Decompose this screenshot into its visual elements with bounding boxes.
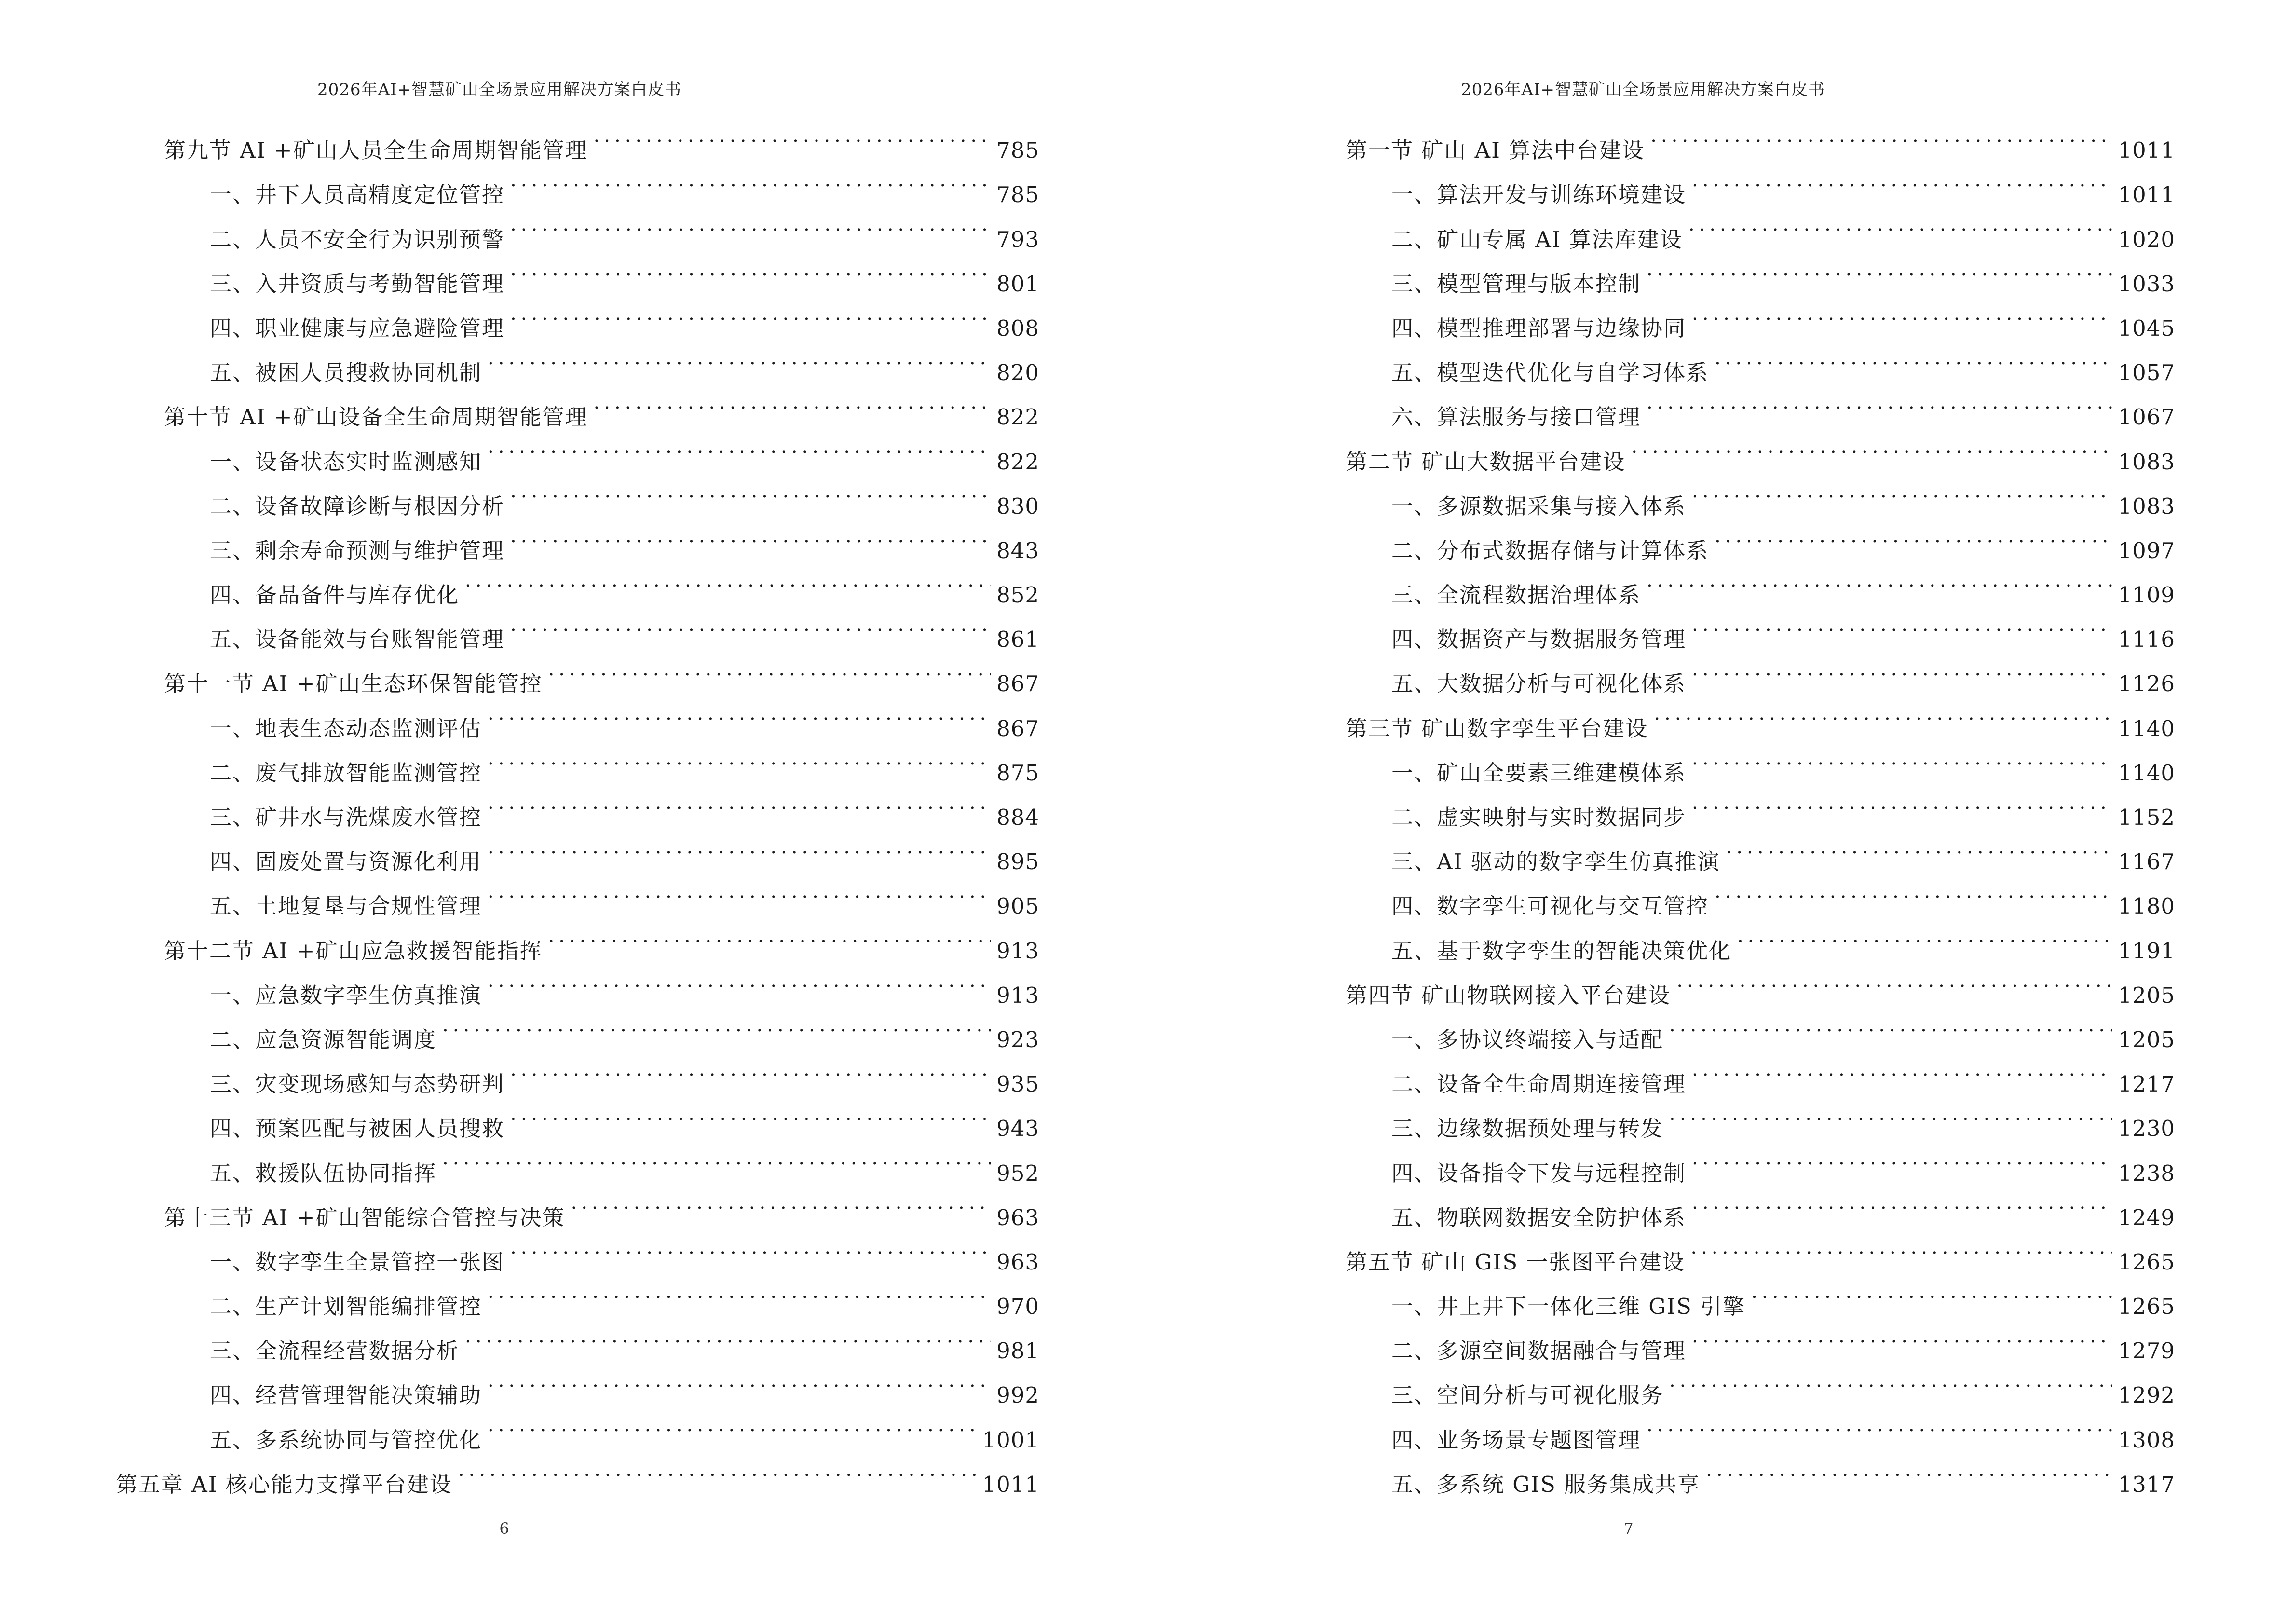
dot-leader (510, 514, 991, 558)
dot-leader (571, 1181, 991, 1225)
toc-entry-title: 三、边缘数据预处理与转发 (1391, 1116, 1664, 1142)
toc-entry-page: 793 (996, 226, 1039, 252)
toc-entry-page: 1308 (2118, 1427, 2175, 1453)
toc-entry-title: 二、生产计划智能编排管控 (210, 1294, 482, 1320)
toc-entry-page: 905 (996, 893, 1039, 919)
dot-leader (488, 825, 991, 869)
toc-entry-title: 三、剩余寿命预测与维护管理 (210, 537, 505, 563)
toc-entry-page: 1020 (2118, 226, 2175, 252)
toc-entry-title: 一、井上井下一体化三维 GIS 引擎 (1391, 1294, 1746, 1320)
toc-entry-page: 1126 (2118, 671, 2175, 697)
toc-entry-page: 913 (996, 982, 1039, 1008)
toc-entry-title: 三、矿井水与洗煤废水管控 (210, 805, 482, 830)
dot-leader (1650, 113, 2112, 158)
right-page (1144, 0, 2287, 1624)
toc-entry-page: 1238 (2118, 1160, 2175, 1186)
dot-leader (1692, 602, 2112, 647)
toc-entry-page: 1067 (2118, 404, 2175, 430)
toc-entry-page: 963 (996, 1249, 1039, 1275)
toc-entry-page: 1205 (2118, 982, 2175, 1008)
toc-entry-page: 1152 (2118, 805, 2175, 830)
toc-entry-page: 1249 (2118, 1204, 2175, 1230)
toc-entry-page: 952 (996, 1160, 1039, 1186)
toc-entry-title: 三、灾变现场感知与态势研判 (210, 1071, 505, 1097)
toc-entry-title: 四、经营管理智能决策辅助 (210, 1382, 482, 1408)
toc-list (116, 113, 1039, 1497)
dot-leader (488, 780, 991, 825)
toc-entry-title: 四、业务场景专题图管理 (1391, 1427, 1641, 1453)
dot-leader (488, 691, 991, 736)
toc-entry-title: 五、救援队伍协同指挥 (210, 1160, 437, 1186)
toc-entry-page: 801 (996, 271, 1039, 297)
dot-leader (1654, 691, 2112, 736)
toc-entry-page: 1180 (2118, 893, 2175, 919)
dot-leader (442, 1003, 991, 1047)
dot-leader (488, 736, 991, 780)
toc-entry-title: 三、全流程经营数据分析 (210, 1338, 460, 1364)
toc-entry-title: 二、多源空间数据融合与管理 (1391, 1338, 1687, 1364)
dot-leader (465, 1314, 991, 1358)
dot-leader (1715, 869, 2112, 914)
page-number: 7 (1623, 1519, 1634, 1538)
dot-leader (1726, 825, 2112, 869)
toc-entry-page: 1230 (2118, 1116, 2175, 1142)
dot-leader (1669, 1003, 2112, 1047)
toc-entry-title: 二、人员不安全行为识别预警 (210, 226, 505, 252)
dot-leader (458, 1447, 977, 1492)
dot-leader (548, 647, 991, 691)
dot-leader (1692, 1136, 2112, 1180)
dot-leader (510, 1092, 991, 1136)
dot-leader (1692, 1314, 2112, 1358)
dot-leader (510, 158, 991, 202)
toc-entry-page: 867 (996, 671, 1039, 697)
dot-leader (1751, 1269, 2112, 1314)
dot-leader (488, 1358, 991, 1403)
toc-entry-title: 一、多源数据采集与接入体系 (1391, 493, 1687, 519)
dot-leader (1715, 336, 2112, 380)
dot-leader (594, 380, 991, 424)
toc-entry-title: 一、设备状态实时监测感知 (210, 449, 482, 475)
toc-entry-title: 一、井下人员高精度定位管控 (210, 182, 505, 208)
dot-leader (488, 424, 991, 469)
toc-entry-page: 1217 (2118, 1071, 2175, 1097)
toc-entry-title: 第二节 矿山大数据平台建设 (1346, 449, 1626, 475)
toc-entry-page: 1140 (2118, 715, 2175, 741)
dot-leader (510, 291, 991, 336)
toc-entry-page: 822 (996, 404, 1039, 430)
dot-leader (1631, 424, 2112, 469)
dot-leader (1669, 1092, 2112, 1136)
dot-leader (488, 869, 991, 914)
toc-entry-title: 五、设备能效与台账智能管理 (210, 627, 505, 653)
toc-entry-page: 935 (996, 1071, 1039, 1097)
toc-entry-page: 852 (996, 582, 1039, 608)
dot-leader (1692, 647, 2112, 691)
toc-entry-title: 四、备品备件与库存优化 (210, 582, 460, 608)
toc-entry-title: 二、虚实映射与实时数据同步 (1391, 805, 1687, 830)
toc-entry-title: 三、空间分析与可视化服务 (1391, 1382, 1664, 1408)
toc-entry-title: 五、被困人员搜救协同机制 (210, 360, 482, 386)
toc-entry-title: 二、矿山专属 AI 算法库建设 (1391, 226, 1683, 252)
toc-entry-page: 1045 (2118, 315, 2175, 341)
toc-entry-page: 1292 (2118, 1382, 2175, 1408)
toc-entry-title: 四、数字孪生可视化与交互管控 (1391, 893, 1709, 919)
toc-entry-page: 943 (996, 1116, 1039, 1142)
toc-entry-title: 五、土地复垦与合规性管理 (210, 893, 482, 919)
toc-entry-page: 1317 (2118, 1471, 2175, 1497)
toc-entry-title: 四、数据资产与数据服务管理 (1391, 627, 1687, 653)
toc-entry-page: 1011 (2118, 137, 2175, 164)
toc-entry-page: 992 (996, 1382, 1039, 1408)
toc-entry-title: 四、模型推理部署与边缘协同 (1391, 315, 1687, 341)
dot-leader (1692, 158, 2112, 202)
toc-entry-page: 1167 (2118, 849, 2175, 875)
dot-leader (488, 958, 991, 1003)
toc-entry-page: 1083 (2118, 449, 2175, 475)
toc-entry-page: 1011 (2118, 182, 2175, 208)
toc-entry-page: 867 (996, 715, 1039, 741)
toc-entry-page: 808 (996, 315, 1039, 341)
toc-entry[interactable] (1346, 113, 2175, 164)
running-header: 2026年AI+智慧矿山全场景应用解决方案白皮书 (317, 80, 681, 99)
page-number: 6 (499, 1519, 509, 1538)
toc-entry-title: 一、数字孪生全景管控一张图 (210, 1249, 505, 1275)
dot-leader (510, 247, 991, 291)
toc-entry-title: 三、入井资质与考勤智能管理 (210, 271, 505, 297)
toc-entry-page: 1001 (982, 1427, 1039, 1453)
toc-entry-title: 五、基于数字孪生的智能决策优化 (1391, 938, 1732, 964)
toc-entry[interactable] (164, 113, 1039, 164)
toc-entry-page: 861 (996, 627, 1039, 653)
dot-leader (1647, 247, 2112, 291)
toc-entry-page: 785 (996, 182, 1039, 208)
toc-entry-title: 一、应急数字孪生仿真推演 (210, 982, 482, 1008)
toc-entry-title: 第九节 AI +矿山人员全生命周期智能管理 (164, 137, 588, 164)
dot-leader (510, 469, 991, 514)
toc-entry-page: 1140 (2118, 760, 2175, 786)
dot-leader (510, 202, 991, 246)
toc-entry-page: 1109 (2118, 582, 2175, 608)
dot-leader (1737, 914, 2112, 958)
toc-entry-page: 1057 (2118, 360, 2175, 386)
toc-entry-page: 981 (996, 1338, 1039, 1364)
toc-entry-title: 二、设备故障诊断与根因分析 (210, 493, 505, 519)
toc-entry-page: 822 (996, 449, 1039, 475)
toc-entry-page: 1279 (2118, 1338, 2175, 1364)
dot-leader (1692, 469, 2112, 514)
toc-entry-page: 913 (996, 938, 1039, 964)
toc-entry-title: 二、设备全生命周期连接管理 (1391, 1071, 1687, 1097)
toc-list (1346, 113, 2175, 1497)
toc-entry-title: 一、算法开发与训练环境建设 (1391, 182, 1687, 208)
dot-leader (1692, 291, 2112, 336)
toc-entry-title: 一、多协议终端接入与适配 (1391, 1026, 1664, 1052)
dot-leader (1647, 380, 2112, 424)
toc-entry-title: 三、AI 驱动的数字孪生仿真推演 (1391, 849, 1720, 875)
dot-leader (1715, 514, 2112, 558)
toc-entry-page: 963 (996, 1204, 1039, 1230)
toc-entry-title: 三、全流程数据治理体系 (1391, 582, 1641, 608)
toc-entry-title: 第十二节 AI +矿山应急救援智能指挥 (164, 938, 543, 964)
toc-entry-title: 二、应急资源智能调度 (210, 1026, 437, 1052)
dot-leader (488, 336, 991, 380)
toc-entry-page: 830 (996, 493, 1039, 519)
dot-leader (548, 914, 991, 958)
toc-entry-page: 1116 (2118, 627, 2175, 653)
dot-leader (1706, 1447, 2112, 1492)
toc-entry-title: 第十一节 AI +矿山生态环保智能管控 (164, 671, 543, 697)
dot-leader (488, 1269, 991, 1314)
toc-entry-title: 第三节 矿山数字孪生平台建设 (1346, 715, 1648, 741)
toc-entry-page: 843 (996, 537, 1039, 563)
dot-leader (510, 1047, 991, 1092)
toc-entry-title: 第十三节 AI +矿山智能综合管控与决策 (164, 1204, 565, 1230)
toc-entry-page: 1097 (2118, 537, 2175, 563)
toc-entry-page: 895 (996, 849, 1039, 875)
toc-entry-title: 二、废气排放智能监测管控 (210, 760, 482, 786)
toc-entry-title: 六、算法服务与接口管理 (1391, 404, 1641, 430)
toc-entry-title: 五、多系统协同与管控优化 (210, 1427, 482, 1453)
toc-entry-page: 785 (996, 137, 1039, 164)
toc-entry-title: 四、职业健康与应急避险管理 (210, 315, 505, 341)
toc-entry-title: 四、设备指令下发与远程控制 (1391, 1160, 1687, 1186)
toc-entry-title: 四、预案匹配与被困人员搜救 (210, 1116, 505, 1142)
toc-entry-title: 第十节 AI +矿山设备全生命周期智能管理 (164, 404, 588, 430)
dot-leader (1692, 1047, 2112, 1092)
dot-leader (1676, 958, 2112, 1003)
dot-leader (1669, 1358, 2112, 1403)
toc-entry-page: 875 (996, 760, 1039, 786)
dot-leader (442, 1136, 991, 1180)
dot-leader (465, 558, 991, 602)
running-header: 2026年AI+智慧矿山全场景应用解决方案白皮书 (1461, 80, 1825, 99)
toc-entry-title: 第一节 矿山 AI 算法中台建设 (1346, 137, 1645, 164)
toc-entry-page: 884 (996, 805, 1039, 830)
toc-entry-page: 1205 (2118, 1026, 2175, 1052)
toc-entry-title: 一、地表生态动态监测评估 (210, 715, 482, 741)
toc-entry-page: 1265 (2118, 1249, 2175, 1275)
dot-leader (1692, 780, 2112, 825)
dot-leader (1690, 1225, 2112, 1269)
toc-entry-page: 1265 (2118, 1294, 2175, 1320)
toc-entry-title: 五、模型迭代优化与自学习体系 (1391, 360, 1709, 386)
toc-entry-title: 第四节 矿山物联网接入平台建设 (1346, 982, 1671, 1008)
dot-leader (1692, 736, 2112, 780)
dot-leader (1692, 1181, 2112, 1225)
dot-leader (1647, 558, 2112, 602)
toc-entry-page: 1033 (2118, 271, 2175, 297)
toc-entry-page: 820 (996, 360, 1039, 386)
dot-leader (510, 602, 991, 647)
toc-entry-page: 1191 (2118, 938, 2175, 964)
toc-entry-page: 970 (996, 1294, 1039, 1320)
toc-entry-title: 一、矿山全要素三维建模体系 (1391, 760, 1687, 786)
toc-entry-title: 三、模型管理与版本控制 (1391, 271, 1641, 297)
toc-entry-page: 1083 (2118, 493, 2175, 519)
toc-entry-page: 1011 (982, 1471, 1039, 1497)
dot-leader (594, 113, 991, 158)
dot-leader (510, 1225, 991, 1269)
toc-entry-title: 第五章 AI 核心能力支撑平台建设 (116, 1471, 452, 1497)
toc-entry-title: 四、固废处置与资源化利用 (210, 849, 482, 875)
toc-entry-title: 五、物联网数据安全防护体系 (1391, 1204, 1687, 1230)
toc-entry-page: 923 (996, 1026, 1039, 1052)
toc-entry-title: 第五节 矿山 GIS 一张图平台建设 (1346, 1249, 1685, 1275)
toc-entry-title: 五、多系统 GIS 服务集成共享 (1391, 1471, 1701, 1497)
dot-leader (1647, 1403, 2112, 1447)
dot-leader (488, 1403, 976, 1447)
dot-leader (1688, 202, 2112, 246)
toc-entry-title: 五、大数据分析与可视化体系 (1391, 671, 1687, 697)
toc-entry-title: 二、分布式数据存储与计算体系 (1391, 537, 1709, 563)
